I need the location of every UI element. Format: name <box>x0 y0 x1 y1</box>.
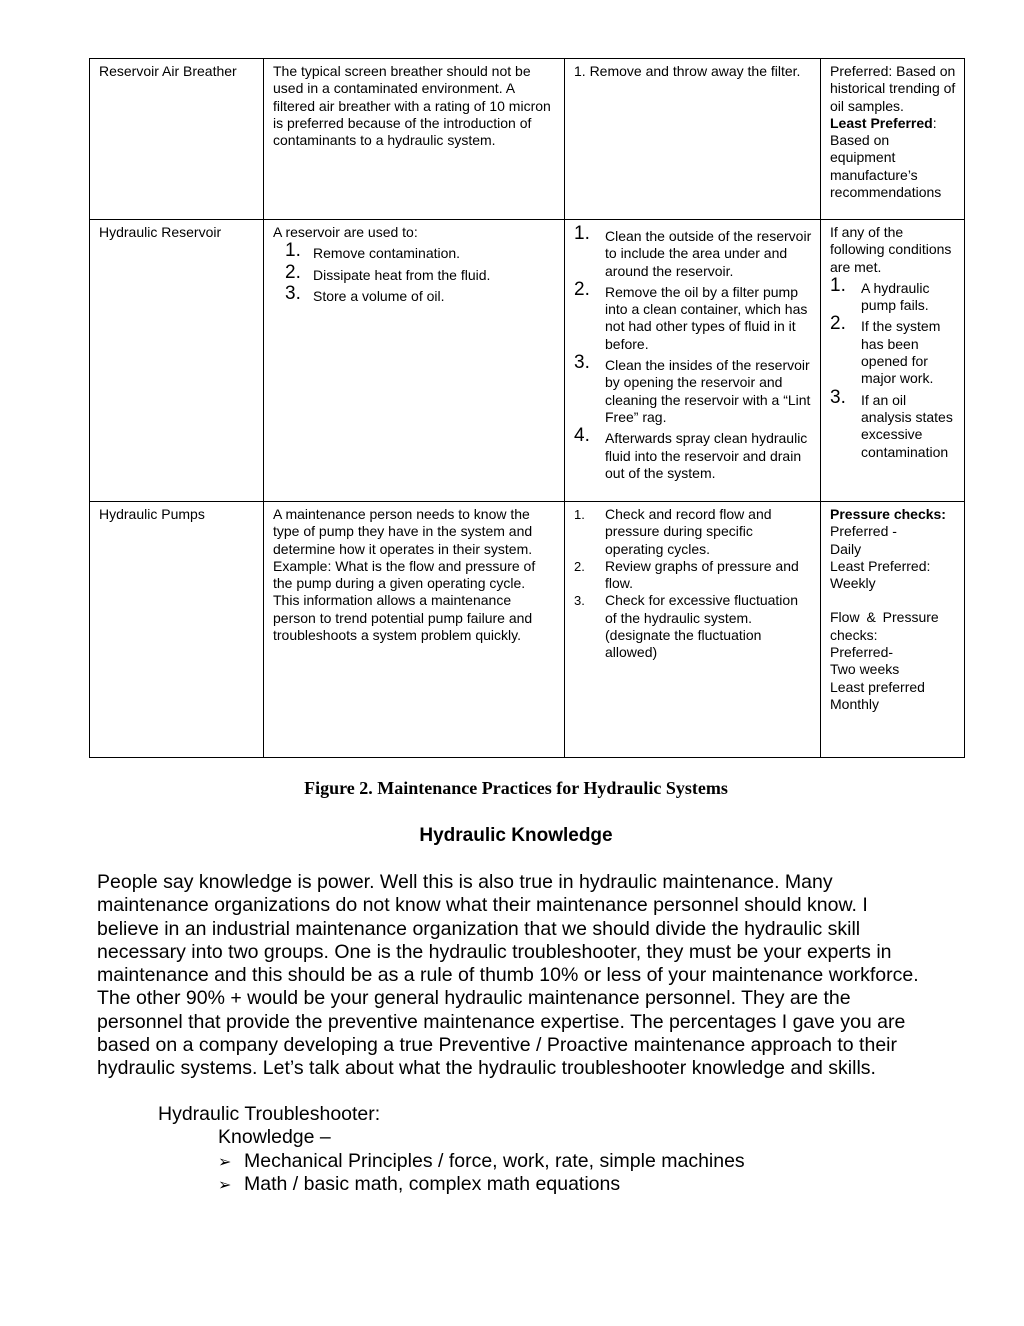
frequency-line: Weekly <box>830 575 876 592</box>
frequency-line: Preferred- <box>830 644 894 661</box>
table-row <box>90 220 965 502</box>
frequency-least-label: Least Preferred <box>830 114 933 131</box>
list-item: Check for excessive fluctuation of the hydraulic system. (designate the fluctuation allowed) <box>605 592 798 661</box>
description-list <box>273 245 556 305</box>
body-paragraph: People say knowledge is power. Well this is also true in hydraulic maintenance. Many maintenance organizations do not know what their maintenance personnel should know. I believe in an industrial maintenance organization that we should divide the hydraulic skill necessary into two groups. One is the hydraulic troubleshooter, they must be your experts in maintenance and this should be as a rule of thumb 10% or less of your maintenance workforce. The other 90% + would be your general hydraulic maintenance personnel. They are the personnel that provide the preventive maintenance expertise. The percentages I gave you are based on a company developing a true Preventive / Proactive maintenance approach to their hydraulic systems. Let’s talk about what the hydraulic troubleshooter knowledge and skills. <box>97 871 919 1080</box>
frequency-line: Least preferred <box>830 678 925 695</box>
subheading-troubleshooter: Hydraulic Troubleshooter: <box>158 1103 381 1125</box>
table-row <box>90 59 965 220</box>
pressure-checks-title: Pressure checks: <box>830 506 946 522</box>
component-label: Hydraulic Reservoir <box>99 224 222 240</box>
description-text: The typical screen breather should not be used in a contaminated environment. A filtered air breather with a rating of 10 micron is preferred because of the introduction of contaminants to a hydraulic system. <box>273 63 551 149</box>
frequency-intro: If any of the following conditions are met. <box>830 224 952 275</box>
list-item: If an oil analysis states excessive contamination <box>861 391 953 460</box>
maintenance-practices-table <box>89 58 965 758</box>
flow-checks-title: Flow & Pressure checks: <box>830 609 939 643</box>
list-item: Dissipate heat from the fluid. <box>313 266 491 283</box>
arrow-bullet-icon: ➢ <box>218 1154 232 1171</box>
component-label: Hydraulic Pumps <box>99 506 205 522</box>
frequency-least-text: : Based on equipment manufacture’s recommendations <box>830 114 942 201</box>
procedure-text: 1. Remove and throw away the filter. <box>574 63 801 79</box>
procedure-list <box>574 228 812 482</box>
list-item: Afterwards spray clean hydraulic fluid into the reservoir and drain out of the system. <box>605 430 808 481</box>
procedure-list <box>574 506 812 662</box>
knowledge-label: Knowledge – <box>218 1126 331 1148</box>
frequency-line: Preferred - <box>830 523 897 540</box>
bullet-item <box>218 1173 620 1197</box>
bullet-text: Math / basic math, complex math equations <box>244 1173 621 1195</box>
list-item: Check and record flow and pressure during specific operating cycles. <box>605 506 772 557</box>
table-cell-frequency <box>821 502 965 758</box>
list-item: Store a volume of oil. <box>313 287 445 304</box>
figure-caption: Figure 2. Maintenance Practices for Hydraulic Systems <box>304 778 728 798</box>
frequency-line: Least Preferred: <box>830 557 931 574</box>
table-row <box>90 502 965 758</box>
table-cell-procedure <box>565 502 821 758</box>
description-text: This information allows a maintenance person to trend potential pump failure and troubleshoots a system problem quickly. <box>273 592 533 644</box>
component-label: Reservoir Air Breather <box>99 63 237 79</box>
list-item: If the system has been opened for major work. <box>861 318 941 387</box>
list-item: Remove the oil by a filter pump into a clean container, which has not had other types of fluid in it before. <box>605 283 808 352</box>
table-cell-description <box>264 59 565 220</box>
frequency-line: Daily <box>830 540 862 557</box>
table-cell-procedure <box>565 59 821 220</box>
section-heading: Hydraulic Knowledge <box>419 825 613 846</box>
list-item: Review graphs of pressure and flow. <box>605 557 799 592</box>
bullet-item <box>218 1150 745 1174</box>
table-cell-component <box>90 220 264 502</box>
bullet-text: Mechanical Principles / force, work, rate, simple machines <box>244 1150 745 1172</box>
frequency-list <box>830 280 956 461</box>
list-item: A hydraulic pump fails. <box>861 279 930 314</box>
table-cell-component <box>90 502 264 758</box>
description-intro: A reservoir are used to: <box>273 224 418 240</box>
frequency-preferred: Preferred: Based on historical trending of oil samples. <box>830 63 956 114</box>
frequency-line: Monthly <box>830 695 880 712</box>
list-item: Remove contamination. <box>313 245 461 262</box>
table-cell-procedure <box>565 220 821 502</box>
list-item: Clean the insides of the reservoir by opening the reservoir and cleaning the reservoir with a “Lint Free” rag. <box>605 357 811 425</box>
arrow-bullet-icon: ➢ <box>218 1177 232 1194</box>
frequency-line: Two weeks <box>830 661 900 678</box>
table-cell-component <box>90 59 264 220</box>
table-cell-description <box>264 220 565 502</box>
table-cell-frequency <box>821 220 965 502</box>
list-item: Clean the outside of the reservoir to include the area under and around the reservoir. <box>605 228 812 279</box>
table-cell-frequency <box>821 59 965 220</box>
description-text: A maintenance person needs to know the type of pump they have in the system and determine how it operates in their system. Example: What is the flow and pressure of the pump during a given operating cycle. <box>273 506 536 592</box>
table-cell-description <box>264 502 565 758</box>
